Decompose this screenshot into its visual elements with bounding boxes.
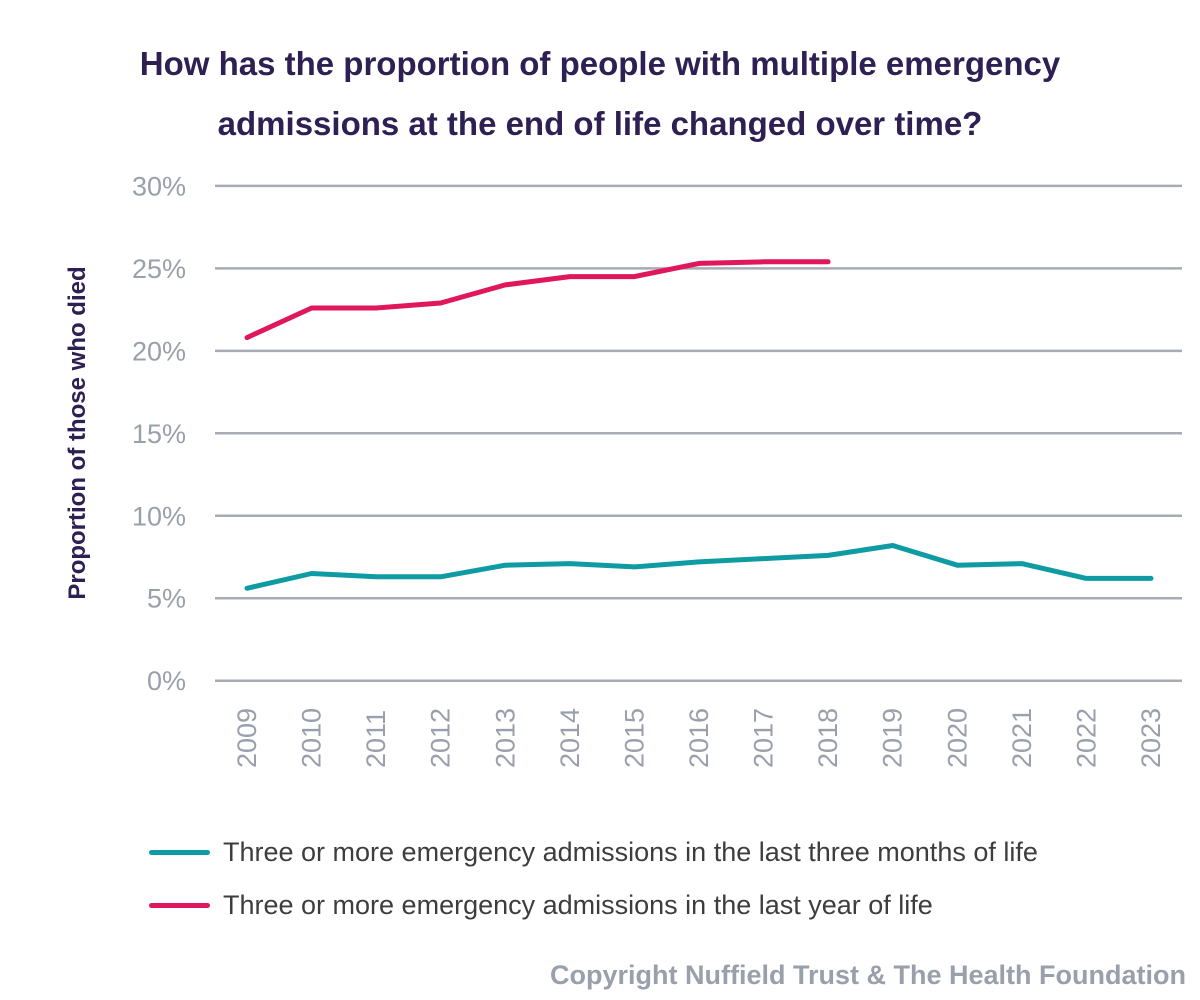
x-tick-label-2020: 2020 xyxy=(942,707,973,768)
x-tick-label-2010: 2010 xyxy=(296,707,327,768)
y-tick-label-0%: 0% xyxy=(146,666,186,697)
y-tick-label-25%: 25% xyxy=(131,253,186,284)
copyright-notice: Copyright Nuffield Trust & The Health Foundation xyxy=(550,960,1186,990)
y-tick-label-30%: 30% xyxy=(131,171,186,202)
chart-title-line2: admissions at the end of life changed over time? xyxy=(217,105,983,142)
chart-legend xyxy=(149,838,1038,920)
x-tick-label-2016: 2016 xyxy=(683,707,714,768)
y-axis-title: Proportion of those who died xyxy=(64,266,91,600)
y-tick-label-15%: 15% xyxy=(131,418,186,449)
x-tick-label-2015: 2015 xyxy=(619,707,650,768)
y-tick-label-20%: 20% xyxy=(131,336,186,367)
y-tick-label-10%: 10% xyxy=(131,501,186,532)
x-tick-label-2019: 2019 xyxy=(877,707,908,768)
legend-label-three-months: Three or more emergency admissions in the last three months of life xyxy=(223,837,1038,867)
y-tick-label-5%: 5% xyxy=(146,583,186,614)
pink-line-swatch-icon xyxy=(149,903,210,908)
x-tick-label-2018: 2018 xyxy=(813,707,844,768)
x-tick-label-2014: 2014 xyxy=(554,707,585,768)
legend-label-last-year: Three or more emergency admissions in the last year of life xyxy=(223,890,933,920)
x-tick-label-2022: 2022 xyxy=(1071,707,1102,768)
teal-line-swatch-icon xyxy=(149,850,210,855)
x-tick-label-2021: 2021 xyxy=(1006,707,1037,768)
legend-item-last-year xyxy=(149,891,1038,920)
x-tick-label-2012: 2012 xyxy=(425,707,456,768)
x-tick-label-2023: 2023 xyxy=(1135,707,1166,768)
legend-item-three-months xyxy=(149,838,1038,867)
x-tick-label-2017: 2017 xyxy=(748,707,779,768)
x-tick-label-2011: 2011 xyxy=(361,709,392,768)
x-tick-label-2009: 2009 xyxy=(232,707,262,768)
series-line-1 xyxy=(247,262,828,338)
series-line-0 xyxy=(247,546,1151,589)
x-tick-label-2013: 2013 xyxy=(490,707,521,768)
chart-title-line1: How has the proportion of people with multiple emergency xyxy=(139,45,1061,82)
